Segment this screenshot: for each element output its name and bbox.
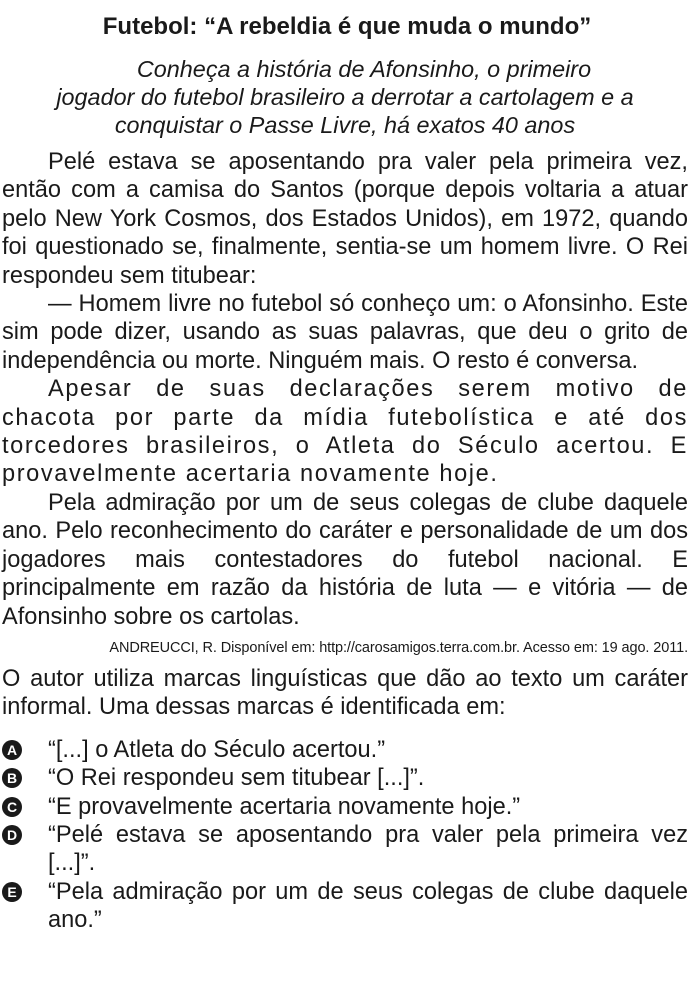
option-text: “E provavelmente acertaria novamente hoje.” <box>48 793 521 820</box>
paragraph: Pelé estava se aposentando pra valer pela primeira vez, então com a camisa do Santos (porque depois voltaria a atuar pelo New York Cosmos, dos Estados Unidos), em 1972, quando foi questionado se, finalmente, sentia-se um homem livre. O Rei respondeu sem titubear: <box>2 149 688 289</box>
option-b[interactable] <box>2 764 688 792</box>
source-citation: ANDREUCCI, R. Disponível em: http://carosamigos.terra.com.br. Acesso em: 19 ago. 2011. <box>109 639 688 656</box>
exam-page <box>0 13 700 981</box>
article-body <box>2 148 688 631</box>
question-stem: O autor utiliza marcas linguísticas que dão ao texto um caráter informal. Uma dessas marcas é identificada em: <box>2 665 688 721</box>
paragraph: Pela admiração por um de seus colegas de clube daquele ano. Pelo reconhecimento do caráter e personalidade de um dos jogadores mais contestadores do futebol nacional. E principalmente em razão da história de luta — e vitória — de Afonsinho sobre os cartolas. <box>2 489 688 630</box>
option-a[interactable] <box>2 736 688 764</box>
subtitle-line: Conheça a história de Afonsinho, o primeiro <box>136 56 592 82</box>
option-text: “[...] o Atleta do Século acertou.” <box>48 736 386 763</box>
subtitle-line: conquistar o Passe Livre, há exatos 40 anos <box>114 112 576 138</box>
subtitle-line: jogador do futebol brasileiro a derrotar a cartolagem e a <box>56 84 634 110</box>
article-subtitle <box>2 55 688 139</box>
option-text: “Pela admiração por um de seus colegas de clube daquele ano.” <box>48 878 688 934</box>
option-c[interactable] <box>2 793 688 821</box>
article-title: Futebol: “A rebeldia é que muda o mundo” <box>102 13 592 40</box>
paragraph: — Homem livre no futebol só conheço um: o Afonsinho. Este sim pode dizer, usando as suas palavras, que deu o grito de independência ou morte. Ninguém mais. O resto é conversa. <box>2 291 688 374</box>
option-text: “Pelé estava se aposentando pra valer pela primeira vez [...]”. <box>48 821 688 877</box>
option-letter-badge: E <box>2 882 22 902</box>
answer-options <box>2 736 688 935</box>
option-letter-badge: D <box>2 825 22 845</box>
option-letter-badge: B <box>2 768 22 788</box>
option-d[interactable] <box>2 821 688 878</box>
option-letter-badge: A <box>2 740 22 760</box>
option-e[interactable] <box>2 878 688 935</box>
paragraph: Apesar de suas declarações serem motivo de chacota por parte da mídia futebolística e até dos torcedores brasileiros, o Atleta do Século acertou. E provavelmente acertaria novamente hoje. <box>2 376 688 488</box>
option-letter-badge: C <box>2 797 22 817</box>
option-text: “O Rei respondeu sem titubear [...]”. <box>48 765 425 792</box>
